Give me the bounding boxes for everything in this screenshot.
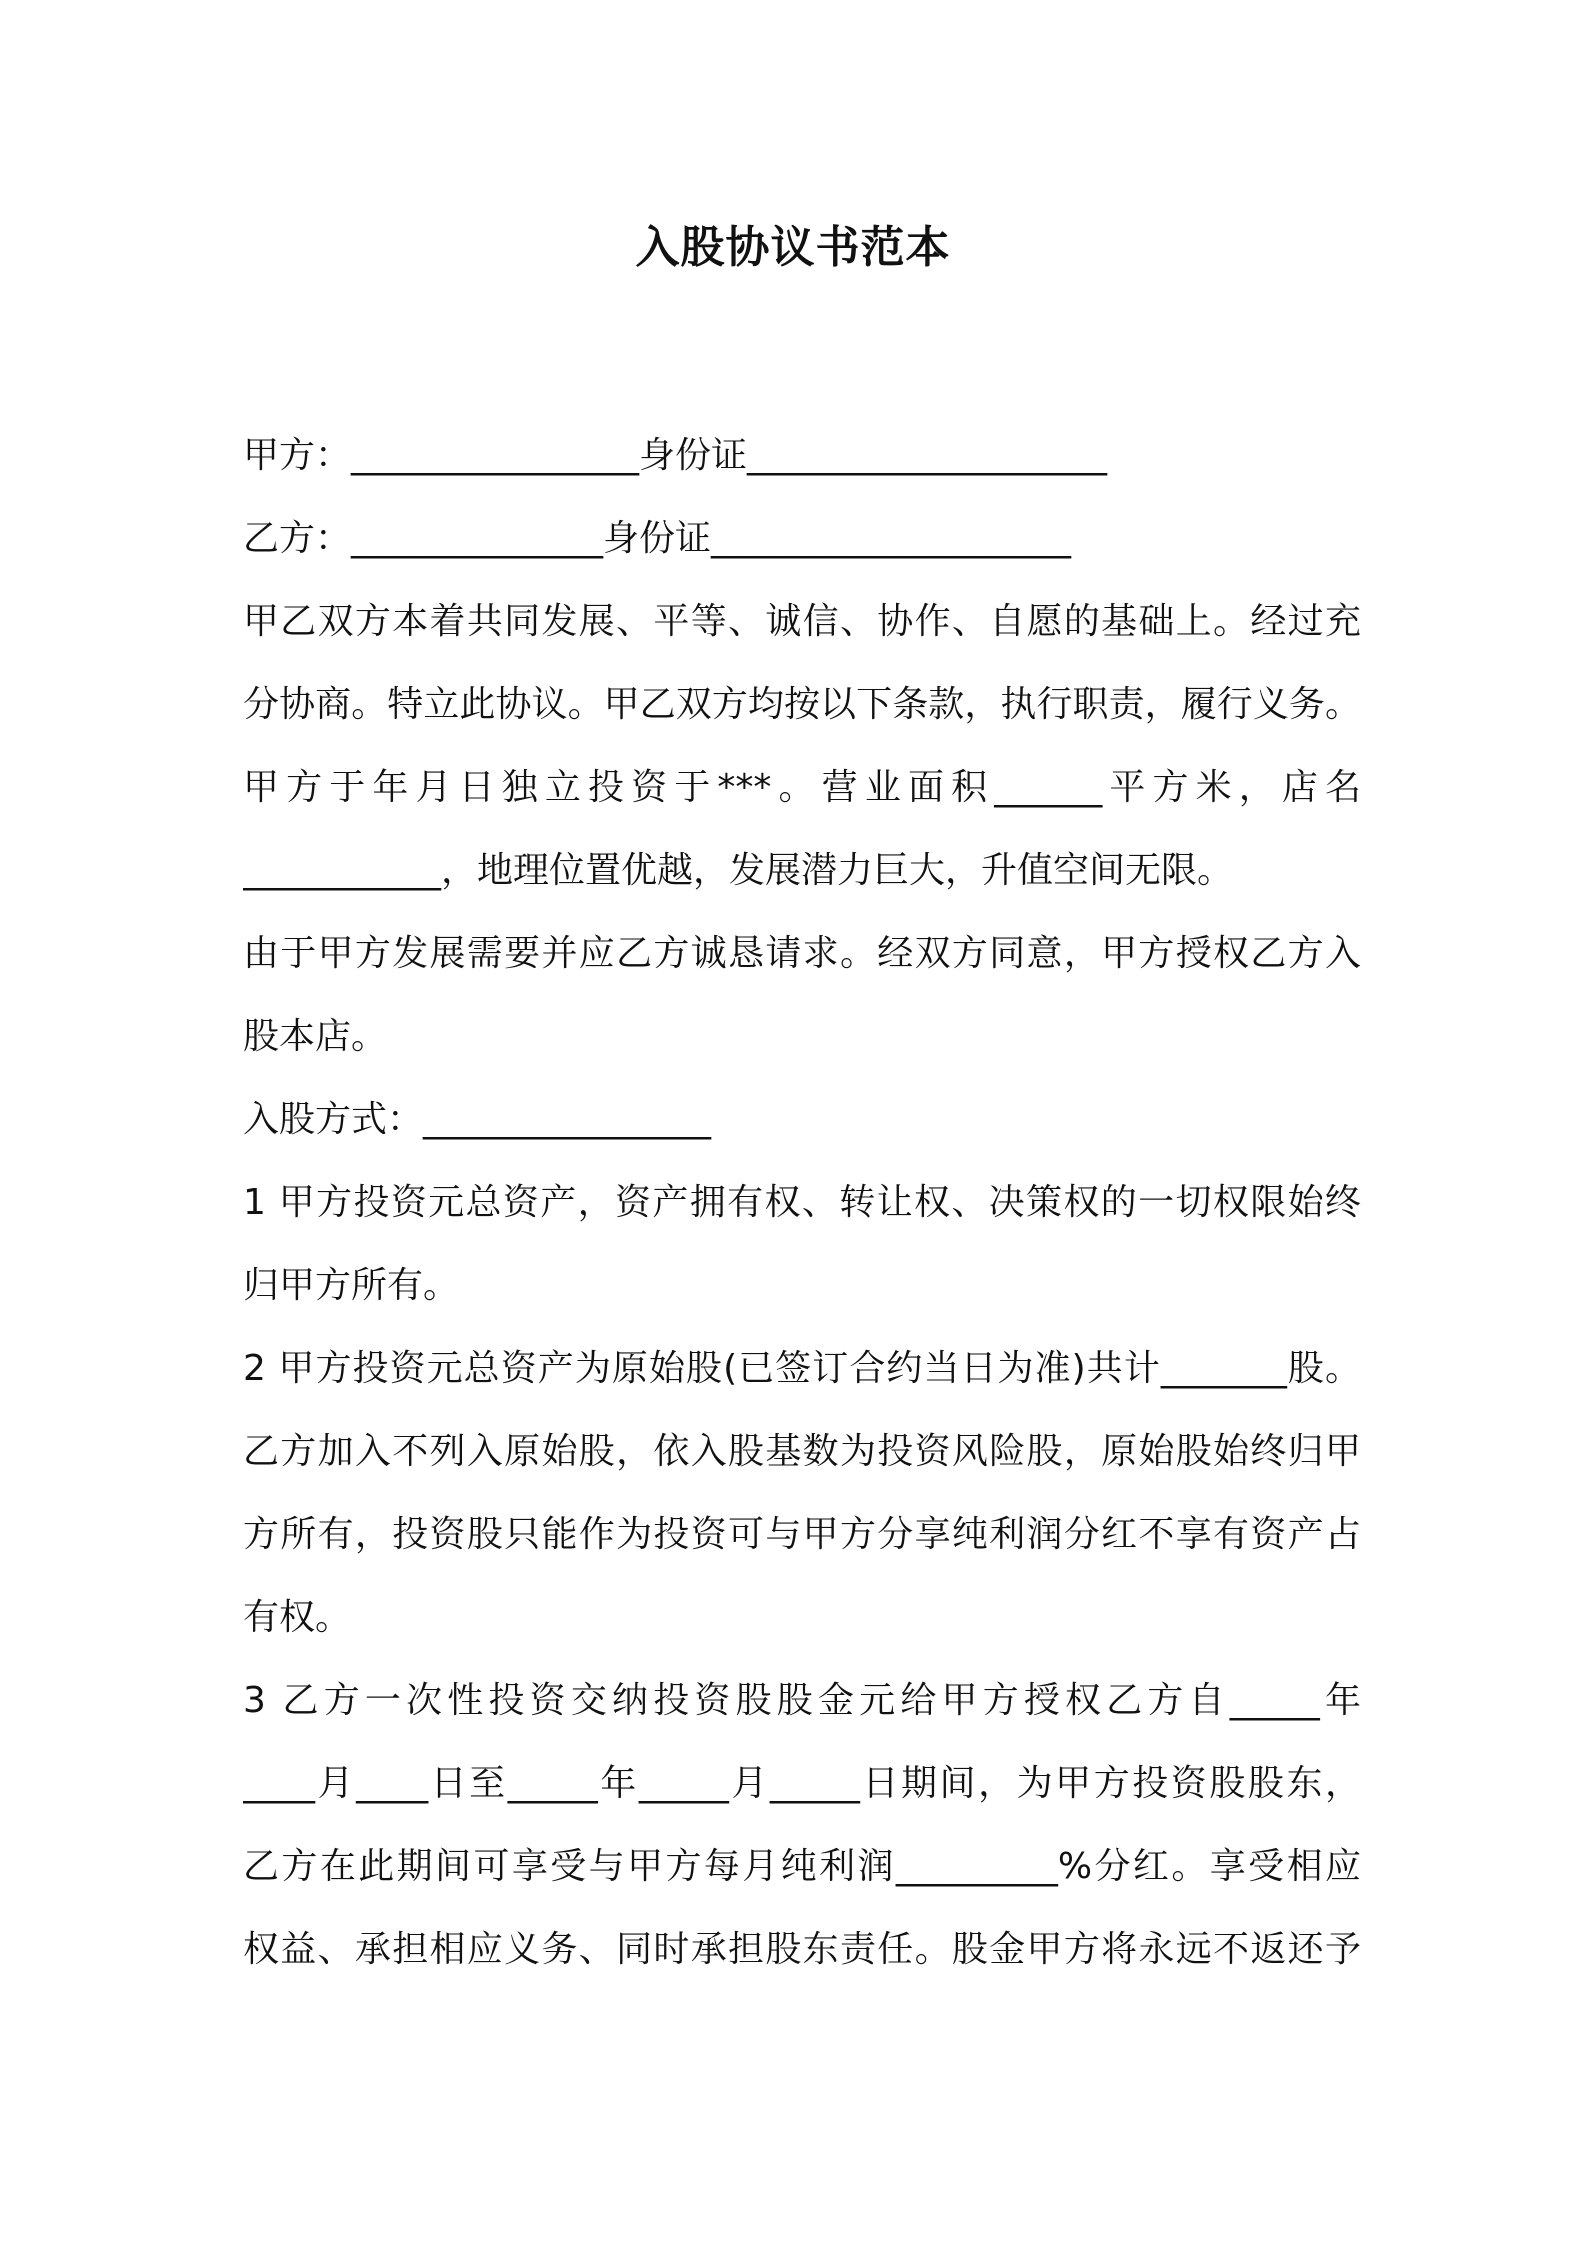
paragraph-line: ___________，地理位置优越，发展潜力巨大，升值空间无限。 [243, 850, 1234, 891]
clause-3-line: 权益、承担相应义务、同时承担股东责任。股金甲方将永远不返还予 [243, 1929, 1361, 1970]
paragraph-line: 分协商。特立此协议。甲乙双方均按以下条款，执行职责，履行义务。 [243, 684, 1361, 725]
clause-3-line: 乙方在此期间可享受与甲方每月纯利润_________%分红。享受相应 [243, 1846, 1361, 1887]
clause-1-line: 归甲方所有。 [243, 1265, 460, 1306]
document-body [243, 414, 1361, 1991]
clause-1-line: 1 甲方投资元总资产，资产拥有权、转让权、决策权的一切权限始终 [243, 1182, 1361, 1223]
paragraph-line: 股本店。 [243, 1016, 388, 1057]
document-title: 入股协议书范本 [635, 222, 951, 273]
clause-2-line: 乙方加入不列入原始股，依入股基数为投资风险股，原始股始终归甲 [243, 1431, 1361, 1472]
clause-2-line: 有权。 [243, 1597, 352, 1638]
party-b-line: 乙方：______________身份证____________________ [243, 518, 1072, 559]
paragraph-line: 由于甲方发展需要并应乙方诚恳请求。经双方同意，甲方授权乙方入 [243, 933, 1361, 974]
clause-2-line: 2 甲方投资元总资产为原始股(已签订合约当日为准)共计_______股。 [243, 1348, 1361, 1389]
party-a-line: 甲方：________________身份证____________________ [243, 435, 1108, 476]
clause-3-line: ____月____日至_____年_____月_____日期间，为甲方投资股股东， [243, 1763, 1361, 1804]
clause-3-line: 3 乙方一次性投资交纳投资股股金元给甲方授权乙方自_____年 [243, 1680, 1361, 1721]
share-method-line: 入股方式：________________ [243, 1099, 712, 1140]
paragraph-line: 甲方于年月日独立投资于***。营业面积______平方米，店名 [243, 767, 1361, 808]
clause-2-line: 方所有，投资股只能作为投资可与甲方分享纯利润分红不享有资产占 [243, 1514, 1361, 1555]
paragraph-line: 甲乙双方本着共同发展、平等、诚信、协作、自愿的基础上。经过充 [243, 601, 1361, 642]
